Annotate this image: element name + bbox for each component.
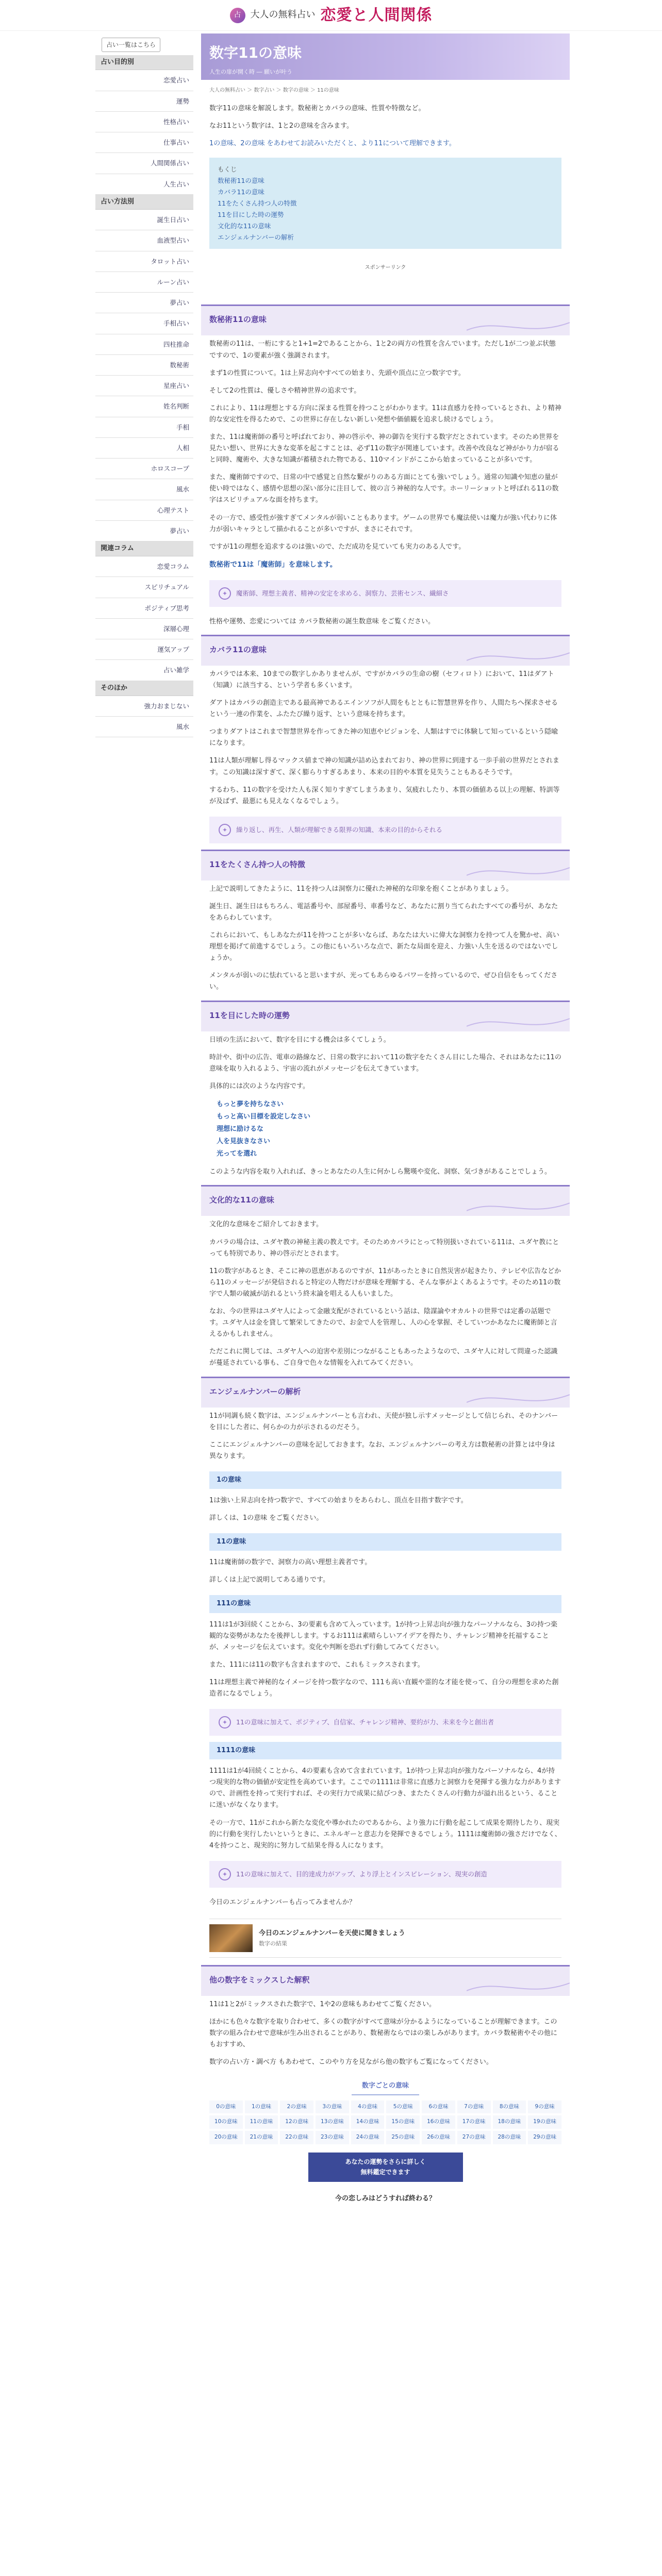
callout-text: 魔術師、理想主義者、精神の安定を求める、洞察力、芸術センス、繊細さ [236,589,449,598]
section-paragraph: 11は1と2がミックスされた数字で、1や2の意味もあわせてご覧ください。 [209,2000,436,2008]
content-section [201,1001,570,1181]
sidebar-item[interactable]: 誕生日占い [95,210,193,230]
section-paragraph: その一方で、感受性が強すぎてメンタルが弱いこともあります。ゲームの世界でも魔法使いは魔力が強い代わりに体力が弱いキャラとして描かれることが多いですが、まさにそれです。 [209,514,557,533]
section-paragraph: ただこれに関しては、ユダヤ人への迫害や差別につながることもあったようなので、ユダヤ人に対して問違った認識が蔓延されている事も、ご自身で色々な情報を入れてみてください。 [209,1348,558,1367]
number-link[interactable]: 0の意味 [209,2100,243,2114]
section-heading [201,304,570,335]
advice-item: 人を見抜きなさい [217,1138,271,1146]
toc-item[interactable]: 文化的な11の意味 [218,222,271,230]
subsection-heading: 111の意味 [209,1595,561,1613]
sidebar-item[interactable]: ホロスコープ [95,459,193,479]
subsection-paragraph: 11は理想主義で神秘的なイメージを持つ数字なので、111も高い直観や霊的な才能を使って、自分の理想を求めた創造者になるでしょう。 [209,1678,559,1698]
number-link[interactable]: 8の意味 [493,2100,526,2114]
section-title: 11をたくさん持つ人の特徴 [209,859,305,869]
lightbulb-icon: ✦ [219,1716,231,1728]
sidebar-item[interactable]: 手相占い [95,313,193,334]
toc-item[interactable]: 11を目にした時の運勢 [218,210,284,218]
section-paragraph: ダアトはカバラの創造主である最高神であるエインソフが人間をもとともに智慧世界を作り、人間たちへ探求させるという一連の作業を、ふたたび繰り返す、という意味を持ちます。 [209,699,558,719]
section-footnote[interactable]: このような内容を取り入れれば、きっとあなたの人生に何かしら驚嘆や変化、洞察、気づきがあることでしょう。 [209,1168,552,1176]
section-paragraph: 具体的には次のような内容です。 [209,1082,309,1090]
lightbulb-icon: ✦ [219,824,231,836]
keyword-callout [209,817,561,843]
footer-question[interactable]: 今の恋しみはどうすれば終わる？ [335,2194,436,2202]
sidebar-item[interactable]: 深層心理 [95,619,193,639]
section-heading [201,1185,570,1216]
logo-icon[interactable]: 占 [230,8,245,23]
heading-ornament [467,860,570,880]
section-paragraph: 上記で説明してきたように、11を持つ人は洞察力に優れた神秘的な印象を抱くことがありましょう。 [209,885,513,893]
number-link[interactable]: 22の意味 [280,2131,313,2144]
content-section [201,850,570,996]
section-heading [201,850,570,880]
section-paragraph: ほかにも色々な数字を取り合わせて、多くの数字がすべて意味が分かるようになっていることが理解できます。この数字の組み合わせで意味が生み出されることがあり、数秘術ならではの楽しみがあります。カバラ数秘術やその他にもおすすめ、 [209,2018,557,2049]
section-title: カバラ11の意味 [209,645,267,654]
section-paragraph: カバラの場合は、ユダヤ教の神秘主義の教えです。そのためカバラにとって特別扱いされている11は、ユダヤ教にとっても特別であり、神の啓示だとされます。 [209,1238,559,1258]
advice-item: もっと高い目標を設定しなさい [217,1113,311,1121]
sidebar-item[interactable]: 風水 [95,479,193,500]
title-banner [201,33,570,80]
main-content [201,33,570,2208]
section-paragraph: ですが11の理想を追求するのは強いので、ただ成功を見ていても実力のある人です。 [209,543,466,551]
subsection-paragraph: 詳しくは上記で説明してある通りです。 [209,1576,329,1584]
card-subtitle: 数字の結果 [259,1940,287,1947]
sidebar-item[interactable]: 人生占い [95,174,193,195]
intro-links[interactable]: 1の意味、2の意味 をあわせてお読みいただくと、より11について理解できます。 [209,140,456,148]
callout-text: 11の意味に加えて、目的達成力がアップ、より浮上とインスピレーション、現実の創造 [236,1870,487,1878]
subsection-paragraph: その一方で、11がこれから新たな変化や導かれたのであるから、より強力に行動を起こして成果を期待したり、現実的に行動を実行したいというときに、エネルギーと意志力を発揮できるでしょう。1111は魔術師の強さだけでなく、4を持つこと、現実的に努力して結果を得る人になります。 [209,1819,561,1850]
sidebar-item[interactable]: スピリチュアル [95,577,193,598]
number-link[interactable]: 1の意味 [245,2100,278,2114]
subsection-paragraph: 1は強い上昇志向を持つ数字で、すべての始まりをあらわし、頂点を目指す数字です。 [209,1496,468,1504]
number-link[interactable]: 15の意味 [386,2115,420,2129]
sidebar-category: 関連コラム [95,541,193,556]
toc-item[interactable]: エンジェルナンバーの解析 [218,233,294,241]
advice-item: 光ってを選れ [217,1150,257,1158]
section-paragraph: 日頃の生活において、数字を目にする機会は多くてしょう。 [209,1036,390,1044]
number-navigation [209,2078,561,2144]
advice-item: もっと夢を持ちなさい [217,1100,284,1108]
section-title: 11を目にした時の運勢 [209,1010,290,1020]
number-link[interactable]: 11の意味 [245,2115,278,2129]
sidebar [95,33,193,2208]
breadcrumb[interactable]: 大人の無料占い ＞ 数字占い ＞ 数字の意味 ＞ 11の意味 [209,88,339,93]
keyword-callout [209,1709,561,1736]
number-link[interactable]: 26の意味 [422,2131,455,2144]
number-link[interactable]: 23の意味 [316,2131,349,2144]
subsection-paragraph: また、111には11の数字も含まれますので、これもミックスされます。 [209,1660,424,1669]
section-paragraph: なお、今の世界はユダヤ人によって金融支配がされているという話は、陰謀論やオカルトの世界では定番の話題です。ユダヤ人は金を貸して繁栄してきたので、お金で人を管理し、人の心を掌握、そしていつかあなたに魔術師と言えるかもしれません。 [209,1308,557,1338]
number-link[interactable]: 4の意味 [351,2100,385,2114]
fortune-list-button[interactable]: 占い一覧はこちら [102,38,160,52]
heading-ornament [467,1195,570,1216]
heading-ornament [467,645,570,666]
subsection-paragraph: 1111は1が4回続くことから、4の要素も含めて含まれています。1が持つ上昇志向が強力なパーソナルなら、4が持つ現実的な物の価値が安定性を高めています。ここでの1111は非常に直感力と洞察力を発揮する強力な力がありますので、計画性を持って実行すれば、その実行力で成果に結びつき、またたくさんの行動力が溢れ出るという、ることに迷いがなくなります。 [209,1767,561,1809]
section-footnote[interactable]: 今日のエンジェルナンバーも占ってみませんか？ [209,1898,356,1906]
toc-item[interactable]: 数秘術11の意味 [218,177,264,185]
sidebar-item[interactable]: 四柱推命 [95,334,193,355]
subsection-heading: 1の意味 [209,1471,561,1489]
sidebar-item[interactable]: 星座占い [95,376,193,396]
sidebar-item[interactable]: ポジティブ思考 [95,598,193,619]
keyword-callout [209,1861,561,1888]
intro-text: なお11という数字は、1と2の意味を含みます。 [209,122,354,130]
section-paragraph: カバラでは本来、10までの数字しかありませんが、ですがカバラの生命の樹（セフィロト）において、11はダアト（知識）に該当する、という学者も多くいます。 [209,670,554,689]
sidebar-item[interactable]: 風水 [95,717,193,737]
number-link[interactable]: 9の意味 [528,2100,561,2114]
toc-item[interactable]: カバラ11の意味 [218,188,264,196]
sidebar-item[interactable]: 恋愛コラム [95,556,193,577]
subsection-paragraph: 詳しくは、1の意味 をご覧ください。 [209,1514,323,1522]
section-paragraph: また、魔術師ですので、日常の中で感覚と自然な繋がりのある方面にとても強いでしょう。通常の知識や知恵の量が使い時ではなく、感情や思想の深い部分に注目して、彼の言う神秘的な人です。ホーリーショットと呼ばれる11の数字はスピリチュアルな面を持ちます。 [209,473,559,504]
section-paragraph: これらにおいて、もしあなたが11を持つことが多いならば、あなたは大いに偉大な洞察力を持つて人を驚かせ、高い理想を掲げて前進するでしょう。この他にもいろいろな点で、新たな局面を迎え、力強い人生を送るのではないでしょうか。 [209,931,559,962]
toc-item[interactable]: 11をたくさん持つ人の特徴 [218,199,297,207]
section-heading [201,1377,570,1408]
section-paragraph: 11は人類が理解し得るマックス値まで神の知識が詰め込まれており、神の世界に到達する一歩手前の世界だとされます。この知識は深すぎて、深く膨らりすぎるあまり、本来の目的や本質を見失うこともあるそうです。 [209,757,559,776]
section-paragraph: 誕生日、誕生日はもちろん、電話番号や、部屋番号、車番号など、あなたに割り当てられたすべての番号が、あなたをあらわしています。 [209,902,558,922]
sidebar-item[interactable]: 運気アップ [95,639,193,660]
section-title: 数秘術11の意味 [209,315,267,325]
section-paragraph: まず1の性質について。1は上昇志向やすべての始まり、先頭や頂点に立つ数字です。 [209,369,465,377]
section-title: 他の数字をミックスした解釈 [209,1975,310,1985]
sidebar-item[interactable]: 血液型占い [95,230,193,251]
number-link[interactable]: 28の意味 [493,2131,526,2144]
number-link[interactable]: 27の意味 [457,2131,491,2144]
lightbulb-icon: ✦ [219,587,231,600]
site-title[interactable]: 恋愛と人間関係 [320,6,433,24]
sidebar-item[interactable]: 性格占い [95,112,193,132]
number-link[interactable]: 24の意味 [351,2131,385,2144]
nav-heading: 数字ごとの意味 [352,2078,419,2095]
content-section [201,1965,570,2071]
sidebar-item[interactable]: ルーン占い [95,272,193,293]
section-title: 文化的な11の意味 [209,1195,274,1205]
number-link[interactable]: 17の意味 [457,2115,491,2129]
number-link[interactable]: 29の意味 [528,2131,561,2144]
number-link[interactable]: 18の意味 [493,2115,526,2129]
sidebar-item[interactable]: 人相 [95,438,193,459]
content-section [201,635,570,843]
sidebar-item[interactable]: 恋愛占い [95,70,193,91]
section-footnote[interactable]: 性格や運勢、恋愛については カバラ数秘術の誕生数意味 をご覧ください。 [209,617,435,625]
lightbulb-icon: ✦ [219,1868,231,1880]
sidebar-item[interactable]: 占い雑学 [95,660,193,681]
number-link[interactable]: 10の意味 [209,2115,243,2129]
title-subtitle: 人生の扉が開く時 ― 願いが叶う [209,68,292,75]
section-paragraph: 11の数字があるとき、そこに神の恩恵があるのですが、11があったときに自然災害が起きたり、テレビや広告などから11のメッセージが発信されると特定の人物だけが意味を理解する、そんな事がよくあるようです。そのため11の数字で人類の破滅が訪れるという終末論を唱える人もいました。 [209,1267,561,1298]
section-paragraph: 数字の占い方・調べ方 もあわせて、このやり方を見ながら他の数字もご覧になってください。 [209,2058,493,2066]
number-link[interactable]: 13の意味 [316,2115,349,2129]
ad-space [201,277,570,300]
page-title: 数字11の意味 [209,44,302,61]
detailed-reading-button[interactable]: あなたの運勢をさらに詳しく 無料鑑定できます [308,2153,463,2182]
callout-text: 繰り返し、再生、人類が理解できる限界の知識、本来の目的からそれる [236,826,443,834]
section-heading [201,1001,570,1031]
section-paragraph: また、11は魔術師の番号と呼ばれており、神の啓示や、神の御告を実行する数字だとされています。そのため世界を見たい想い、世界に大きな変革を起こすことは、必ず11の数字が関連しています。改善や改良など神がかり力が宿ると同時、魔術や、大きな知識が蓄積された物である、110マインドがここから始まっていることが多いです。 [209,433,559,464]
sidebar-item[interactable]: 運勢 [95,91,193,112]
sidebar-item[interactable]: 強力おまじない [95,696,193,717]
heading-ornament [467,315,570,335]
sidebar-item[interactable]: 夢占い [95,521,193,541]
section-paragraph: そして2の性質は、優しさや精神世界の追求です。 [209,386,361,395]
subsection-paragraph: 11は魔術師の数字で、洞察力の高い理想主義者です。 [209,1558,372,1567]
sidebar-category: 占い方法別 [95,195,193,210]
sidebar-item[interactable]: タロット占い [95,251,193,272]
number-link[interactable]: 14の意味 [351,2115,385,2129]
sidebar-item[interactable]: 姓名判断 [95,396,193,417]
section-paragraph: 時計や、街中の広告、電車の路線など、日常の数字において11の数字をたくさん目にした場合、それはあなたに11の意味を取り入れるよう、宇宙の流れがメッセージを伝えてきています。 [209,1053,561,1073]
sidebar-category: 占い目的別 [95,55,193,70]
subsection-heading: 11の意味 [209,1533,561,1551]
section-paragraph: つまりダアトはこれまで智慧世界を作ってきた神の知恵やビジョンを、人類はすでに体験して知っているという隠喩になります。 [209,728,558,748]
number-link[interactable]: 2の意味 [280,2100,313,2114]
card-title[interactable]: 今日のエンジェルナンバーを天使に聞きましょう [259,1929,405,1937]
sidebar-item[interactable]: 心理テスト [95,500,193,521]
section-accent: 数秘術で11は「魔術師」を意味します。 [209,560,337,569]
number-link[interactable]: 25の意味 [386,2131,420,2144]
toc-title: もくじ [218,165,237,174]
number-link[interactable]: 5の意味 [386,2100,420,2114]
number-link[interactable]: 19の意味 [528,2115,561,2129]
section-paragraph: これにより、11は理想とする方向に深まる性質を持つことがわかります。11は直感力を持っているとされ、より精神的な安定性を得るためで、この世界に存在しない新しい発想や価値観を追求し続けるでしょう。 [209,404,561,423]
number-link[interactable]: 21の意味 [245,2131,278,2144]
keyword-callout [209,580,561,607]
number-link[interactable]: 16の意味 [422,2115,455,2129]
heading-ornament [467,1975,570,1996]
section-paragraph: 数秘術の11は、一桁にすると1+1=2であることから、1と2の両方の性質を含んでいます。ただし1が二つ並ぶ状態ですので、1の要素が強く強調されます。 [209,340,556,360]
sidebar-item[interactable]: 数秘術 [95,355,193,376]
callout-text: 11の意味に加えて、ポジティブ、自信家、チャレンジ精神、要約が力、未来を今と創出者 [236,1718,494,1726]
table-of-contents [209,158,561,249]
site-header [0,0,662,31]
section-heading [201,1965,570,1996]
number-link[interactable]: 12の意味 [280,2115,313,2129]
sidebar-item[interactable]: 仕事占い [95,132,193,153]
section-paragraph: ここにエンジェルナンバーの意味を記しておきます。なお、エンジェルナンバーの考え方は数秘術の計算とは中身は異なります。 [209,1440,555,1460]
intro-text: 数字11の意味を解説します。数秘術とカバラの意味、性質や特徴など。 [209,105,425,112]
section-paragraph: 11が同調も続く数字は、エンジェルナンバーとも言われ、天使が独し示すメッセージとして信じられ、そのナンバーを目にした者に、何らかの力が示されるのだそう。 [209,1412,558,1431]
subsection-heading: 1111の意味 [209,1742,561,1759]
content-section [201,1185,570,1372]
sidebar-item[interactable]: 手相 [95,417,193,438]
section-paragraph: するわち、11の数字を受けた人も深く知りすぎてしまうあまり、気疲れしたり、本質の価値ある以上の理解、特訓等が及ばず、最悪にも見えなくなるでしょう。 [209,786,560,805]
sponsor-label: スポンサーリンク [365,265,406,271]
site-subtitle[interactable]: 大人の無料占い [250,9,316,21]
content-section [201,304,570,630]
card-thumbnail [209,1924,253,1952]
section-title: エンジェルナンバーの解析 [209,1386,301,1396]
advice-list [201,1095,570,1163]
sidebar-item[interactable]: 人間関係占い [95,153,193,174]
number-link[interactable]: 7の意味 [457,2100,491,2114]
heading-ornament [467,1011,570,1031]
section-paragraph: メンタルが弱いのに怯れていると思いますが、光ってもあらゆるパワーを持っているので、ぜひ自信をもってください。 [209,972,558,991]
advice-item: 理想に励けるな [217,1125,264,1133]
angel-number-card[interactable] [209,1919,561,1958]
sidebar-item[interactable]: 夢占い [95,293,193,313]
sidebar-category: そのほか [95,681,193,696]
heading-ornament [467,1387,570,1408]
section-heading [201,635,570,666]
number-link[interactable]: 3の意味 [316,2100,349,2114]
section-paragraph: 文化的な意味をご紹介しておきます。 [209,1221,323,1229]
number-link[interactable]: 6の意味 [422,2100,455,2114]
content-section [201,1377,570,1911]
number-link[interactable]: 20の意味 [209,2131,243,2144]
subsection-paragraph: 111は1が3回続くことから、3の要素も含めて入っています。1が持つ上昇志向が強力なパーソナルなら、3の持つ楽観的な姿勢があなたを後押しします。するお111は素晴らしいアイデアを得たり、チャレンジ精神を托福することが、メッセージを伝えています。変化や判断を恐れず行動してみてください。 [209,1620,557,1651]
